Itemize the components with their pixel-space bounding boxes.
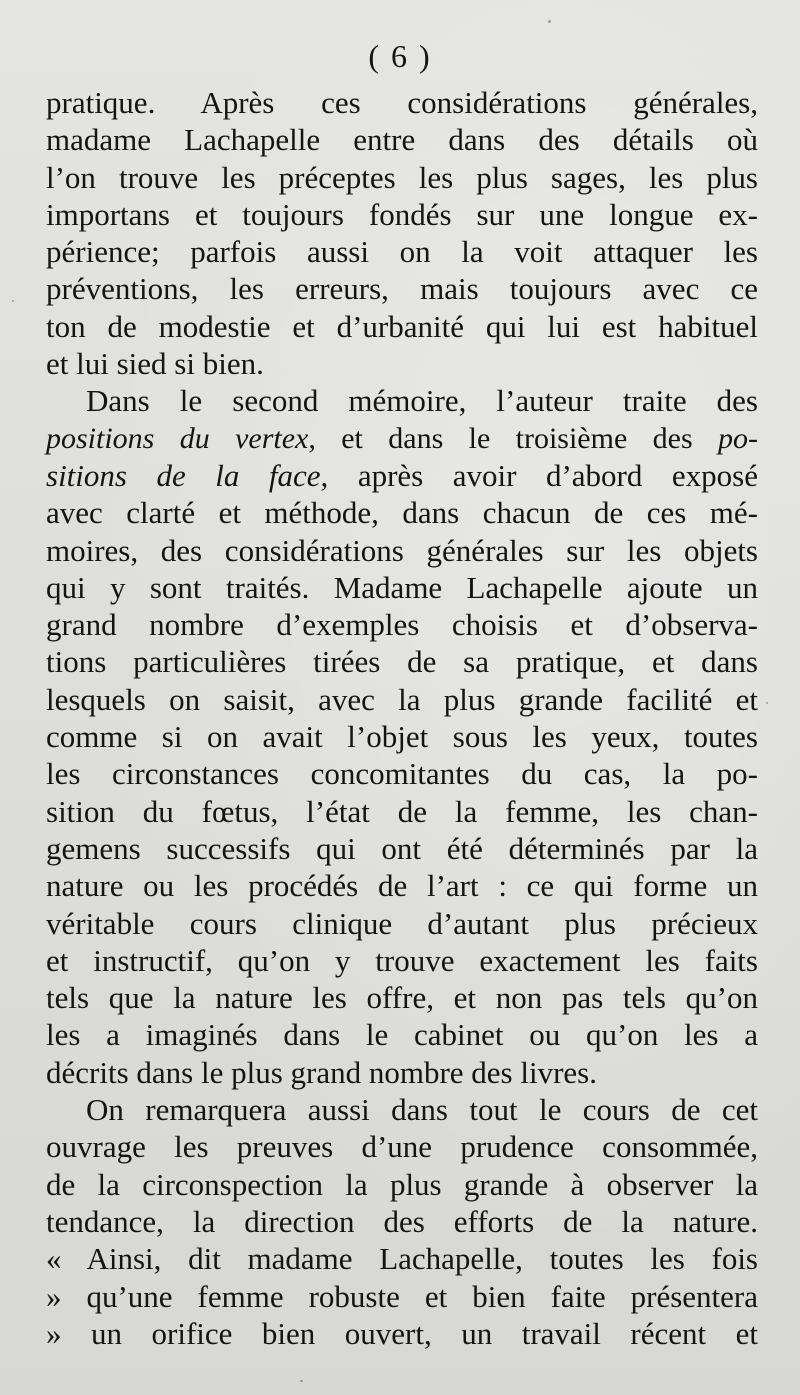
text-line (46, 382, 758, 419)
text-line (46, 532, 758, 569)
text-segment: et dans le troisième des (315, 421, 718, 455)
text-line (46, 1240, 758, 1277)
text-segment: tendance, la direction des efforts de la nature. (46, 1203, 758, 1239)
text-line (46, 420, 758, 457)
text-line (46, 159, 758, 196)
text-segment: préventions, les erreurs, mais toujours avec ce (46, 271, 758, 307)
text-segment: l’on trouve les préceptes les plus sages, les plus (46, 159, 758, 195)
text-segment: ton de modestie et d’urbanité qui lui est habituel (46, 308, 758, 344)
text-segment: ouvrage les preuves d’une prudence consommée, (46, 1129, 758, 1165)
italic-text: positions du vertex, (46, 421, 316, 455)
text-line (46, 793, 758, 830)
text-line (46, 867, 758, 904)
paper-speck (12, 300, 14, 302)
text-line (46, 979, 758, 1016)
text-line (46, 345, 758, 382)
paper-speck (766, 702, 768, 704)
text-segment: madame Lachapelle entre dans des détails où (46, 122, 758, 158)
text-segment: et instructif, qu’on y trouve exactement les faits (46, 942, 758, 978)
text-segment: qui y sont traités. Madame Lachapelle ajoute un (46, 569, 758, 605)
text-segment: après avoir d’abord exposé (328, 457, 758, 493)
paper-speck (548, 20, 551, 23)
text-segment: les circonstances concomitantes du cas, la po- (46, 756, 758, 792)
page-number: ( 6 ) (368, 38, 432, 74)
text-line (46, 1166, 758, 1203)
text-segment: » un orifice bien ouvert, un travail récent et (46, 1315, 758, 1351)
text-line (46, 1128, 758, 1165)
text-line (46, 84, 758, 121)
text-segment: de la circonspection la plus grande à observer la (46, 1166, 758, 1202)
text-segment: tions particulières tirées de sa pratique, et dans (46, 644, 758, 680)
text-segment: grand nombre d’exemples choisis et d’observa- (46, 607, 758, 643)
text-line (46, 494, 758, 531)
text-segment: avec clarté et méthode, dans chacun de ces mé- (46, 495, 758, 531)
text-line (46, 606, 758, 643)
text-line (46, 569, 758, 606)
text-segment: On remarquera aussi dans tout le cours de cet (86, 1092, 758, 1128)
text-line (46, 1016, 758, 1053)
text-segment: » qu’une femme robuste et bien faite présentera (46, 1278, 758, 1314)
text-segment: Dans le second mémoire, l’auteur traite des (86, 383, 758, 419)
text-segment: pratique. Après ces considérations générales, (46, 85, 758, 120)
text-line (46, 755, 758, 792)
text-segment: sition du fœtus, l’état de la femme, les chan- (46, 793, 758, 829)
text-line (46, 1091, 758, 1128)
text-line (46, 1315, 758, 1352)
text-line (46, 643, 758, 680)
text-line (46, 196, 758, 233)
body-text (46, 84, 758, 1352)
italic-text: sitions de la face, (46, 457, 329, 493)
text-line (46, 1054, 758, 1091)
text-line (46, 681, 758, 718)
text-segment: périence; parfois aussi on la voit attaquer les (46, 234, 758, 270)
text-segment: et lui sied si bien. (46, 346, 264, 382)
italic-text: po- (718, 421, 758, 455)
text-segment: les a imaginés dans le cabinet ou qu’on les a (46, 1017, 758, 1053)
text-segment: importans et toujours fondés sur une longue ex- (46, 196, 758, 232)
text-segment: décrits dans le plus grand nombre des livres. (46, 1054, 597, 1090)
text-segment: tels que la nature les offre, et non pas tels qu’on (46, 980, 758, 1016)
text-segment: véritable cours clinique d’autant plus précieux (46, 905, 758, 941)
text-segment: gemens successifs qui ont été déterminés par la (46, 830, 758, 866)
text-line (46, 121, 758, 158)
text-line (46, 457, 758, 494)
text-line (46, 270, 758, 307)
text-segment: « Ainsi, dit madame Lachapelle, toutes les fois (46, 1241, 758, 1277)
text-line (46, 308, 758, 345)
text-line (46, 942, 758, 979)
text-segment: moires, des considérations générales sur les objets (46, 532, 758, 568)
text-line (46, 718, 758, 755)
text-line (46, 1278, 758, 1315)
text-segment: lesquels on saisit, avec la plus grande facilité et (46, 681, 758, 717)
text-line (46, 905, 758, 942)
text-line (46, 830, 758, 867)
text-line (46, 1203, 758, 1240)
text-segment: nature ou les procédés de l’art : ce qui forme un (46, 868, 758, 904)
paper-speck (300, 1380, 303, 1382)
text-line (46, 233, 758, 270)
text-segment: comme si on avait l’objet sous les yeux, toutes (46, 719, 758, 755)
